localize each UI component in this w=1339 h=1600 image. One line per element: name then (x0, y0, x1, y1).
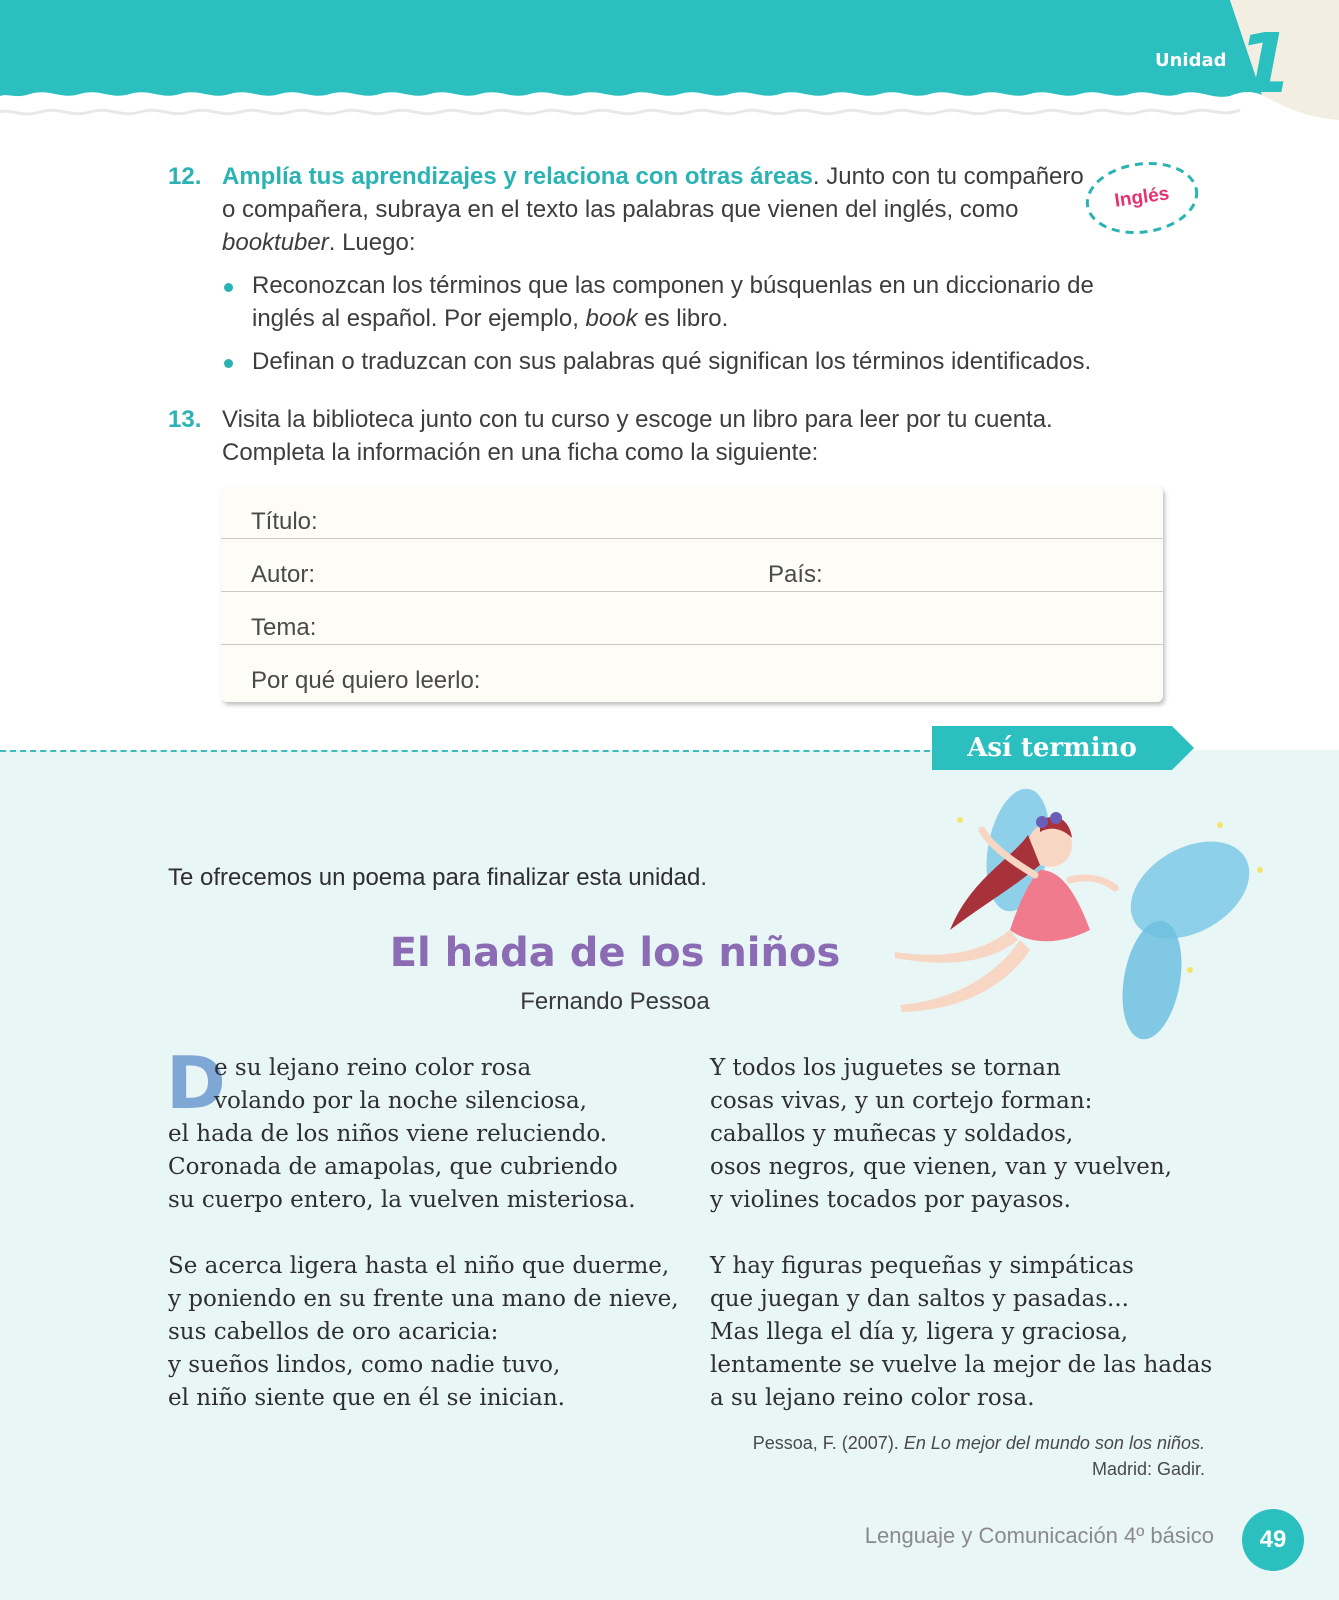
activity-12-lead: Amplía tus aprendizajes y relaciona con otras áreas (222, 163, 813, 190)
card-label: Por qué quiero leerlo: (251, 667, 481, 694)
source-publisher: Madrid: Gadir. (1091, 1459, 1205, 1479)
poem-line: a su lejano reino color rosa. (710, 1385, 1035, 1411)
poem-line: el niño siente que en él se inician. (168, 1385, 565, 1411)
section-tag: Así termino (967, 733, 1137, 763)
card-row-title (221, 486, 1163, 539)
card-row-theme (221, 592, 1163, 645)
card-label: Tema: (251, 614, 317, 641)
poem-line: volando por la noche silenciosa, (214, 1088, 587, 1114)
stanza-3 (710, 1052, 1172, 1217)
stanza-1-opening (214, 1052, 587, 1118)
page-number: 49 (1259, 1526, 1287, 1553)
subject-badge (1084, 160, 1200, 236)
fairy-illustration (890, 780, 1290, 1040)
stanza-2 (168, 1250, 679, 1415)
poem-line: y sueños lindos, como nadie tuvo, (168, 1352, 561, 1378)
stanza-4 (710, 1250, 1212, 1415)
activity-12-bullets (222, 269, 1098, 378)
poem-line: e su lejano reino color rosa (214, 1055, 532, 1081)
poem-source (640, 1430, 1205, 1482)
card-label: País: (768, 561, 823, 588)
poem-line: caballos y muñecas y soldados, (710, 1121, 1074, 1147)
list-item: Reconozcan los términos que las componen y búsquenlas en un diccionario de inglés al español. Por ejemplo, book es libro. (222, 269, 1098, 335)
poem-line: Y todos los juguetes se tornan (710, 1055, 1061, 1081)
source-book: En Lo mejor del mundo son los niños. (903, 1433, 1205, 1453)
poem-line: osos negros, que vienen, van y vuelven, (710, 1154, 1172, 1180)
activity-12 (168, 160, 1098, 388)
poem-line: Y hay figuras pequeñas y simpáticas (710, 1253, 1134, 1279)
activity-12-text-1: . Junto con tu compañero o compañera, subraya en el texto las palabras que vienen del inglés, como (222, 163, 1084, 223)
poem-intro: Te ofrecemos un poema para finalizar esta unidad. (168, 864, 707, 891)
poem-line: y violines tocados por payasos. (710, 1187, 1071, 1213)
drop-cap: D (166, 1041, 226, 1125)
poem-line: sus cabellos de oro acaricia: (168, 1319, 499, 1345)
poem-line: Mas llega el día y, ligera y graciosa, (710, 1319, 1129, 1345)
section-divider (0, 750, 940, 752)
unit-label: Unidad (1155, 50, 1227, 71)
activity-13 (168, 403, 1098, 469)
activity-number: 13. (168, 406, 202, 433)
header-band (0, 0, 1339, 140)
example-word: booktuber (222, 229, 329, 256)
poem-title: El hada de los niños (389, 930, 841, 976)
book-card (221, 486, 1163, 702)
activity-12-text-2: . Luego: (328, 229, 416, 256)
poem-line: que juegan y dan saltos y pasadas... (710, 1286, 1129, 1312)
activity-12-text (222, 160, 1098, 259)
poem-line: su cuerpo entero, la vuelven misteriosa. (168, 1187, 636, 1213)
source-citation: Pessoa, F. (2007). (752, 1433, 904, 1453)
unit-number: 1 (1236, 17, 1294, 112)
poem-line: el hada de los niños viene reluciendo. (168, 1121, 608, 1147)
list-item: Definan o traduzcan con sus palabras qué significan los términos identificados. (222, 345, 1098, 378)
card-label: Autor: (251, 561, 316, 588)
poem-author: Fernando Pessoa (520, 988, 710, 1015)
poem-line: lentamente se vuelve la mejor de las hadas (710, 1352, 1213, 1378)
poem-line: Se acerca ligera hasta el niño que duerme, (168, 1253, 670, 1279)
badge-label: Inglés (1113, 183, 1171, 212)
poem-line: y poniendo en su frente una mano de nieve, (168, 1286, 679, 1312)
card-row-author (221, 539, 1163, 592)
poem-line: Coronada de amapolas, que cubriendo (168, 1154, 618, 1180)
card-label: Título: (251, 508, 318, 535)
poem-line: cosas vivas, y un cortejo forman: (710, 1088, 1093, 1114)
activity-13-text: Visita la biblioteca junto con tu curso y escoge un libro para leer por tu cuenta. Completa la información en una ficha como la siguiente: (222, 406, 1053, 466)
stanza-1-rest (168, 1118, 636, 1217)
activity-number: 12. (168, 163, 202, 190)
footer-subject: Lenguaje y Comunicación 4º básico (864, 1523, 1214, 1548)
card-row-why (221, 645, 1163, 697)
